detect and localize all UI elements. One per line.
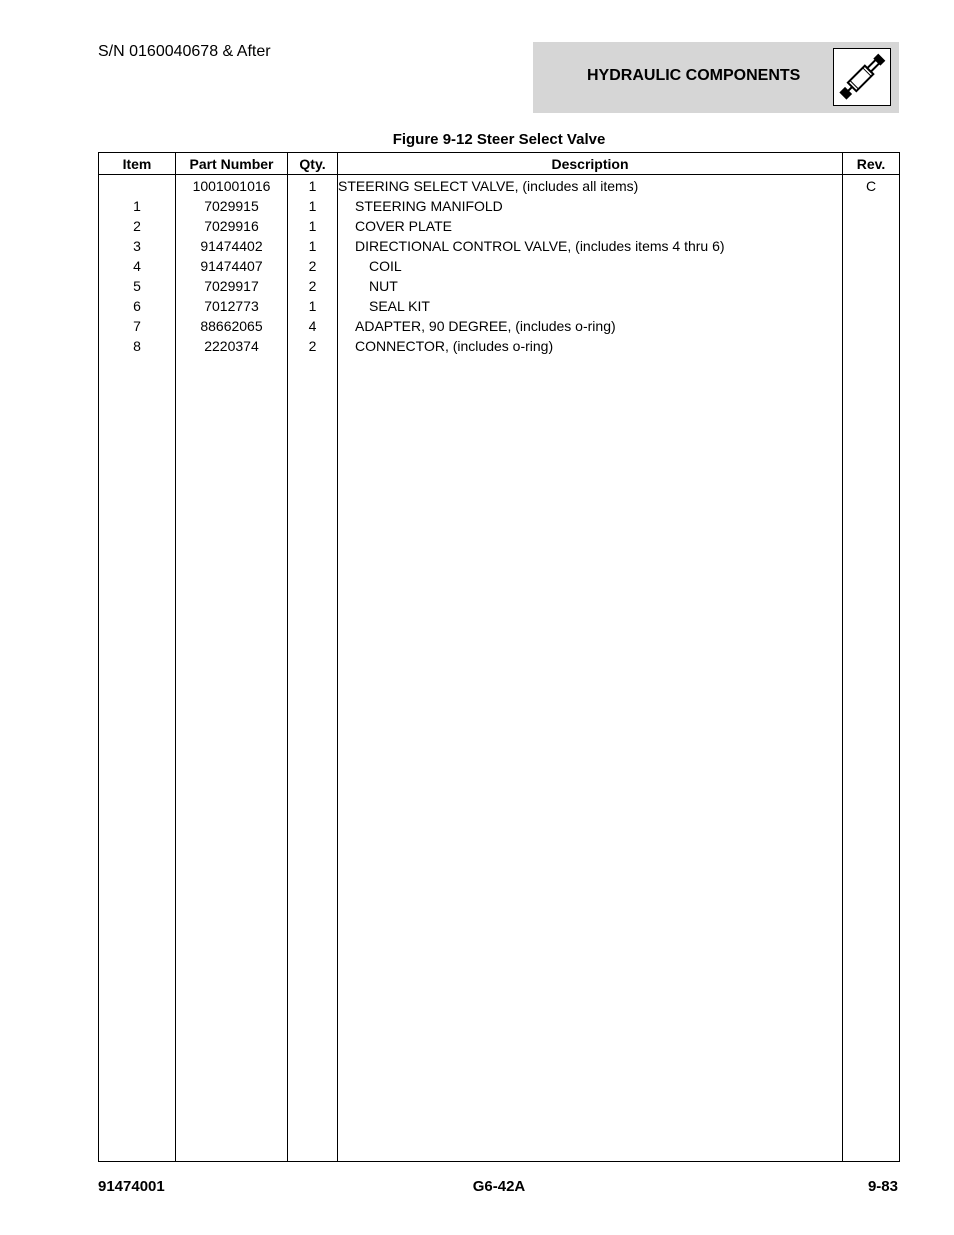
rev-cell: [843, 236, 900, 256]
part-number-cell: 91474407: [176, 256, 288, 276]
description-cell: SEAL KIT: [338, 296, 843, 316]
part-number-cell: 88662065: [176, 316, 288, 336]
rev-cell: [843, 196, 900, 216]
qty-cell: 1: [288, 196, 338, 216]
rev-cell: [843, 256, 900, 276]
rev-cell: C: [843, 175, 900, 197]
part-number-cell: 2220374: [176, 336, 288, 356]
section-header: [533, 42, 899, 113]
footer-page-number: 9-83: [867, 1178, 898, 1195]
serial-number-range: S/N 0160040678 & After: [98, 43, 271, 60]
qty-cell: 1: [288, 216, 338, 236]
part-number-cell: 7012773: [176, 296, 288, 316]
qty-cell: 1: [288, 175, 338, 197]
section-title: HYDRAULIC COMPONENTS: [587, 67, 801, 84]
table-row: [99, 336, 900, 356]
description-cell: COVER PLATE: [338, 216, 843, 236]
qty-cell: 2: [288, 256, 338, 276]
part-number-cell: 7029917: [176, 276, 288, 296]
table-row: [99, 175, 900, 197]
qty-cell: 2: [288, 336, 338, 356]
table-row: [99, 196, 900, 216]
column-header-description: Description: [338, 153, 843, 175]
rev-cell: [843, 296, 900, 316]
item-cell: 5: [99, 276, 176, 296]
column-header-part-number: Part Number: [176, 153, 288, 175]
part-number-cell: 91474402: [176, 236, 288, 256]
rev-cell: [843, 216, 900, 236]
footer-model: G6-42A: [472, 1178, 526, 1195]
item-cell: 7: [99, 316, 176, 336]
item-cell: 1: [99, 196, 176, 216]
description-cell: STEERING SELECT VALVE, (includes all items): [338, 175, 843, 197]
table-row: [99, 316, 900, 336]
item-cell: [99, 175, 176, 197]
column-header-rev: Rev.: [843, 153, 900, 175]
rev-cell: [843, 336, 900, 356]
item-cell: 2: [99, 216, 176, 236]
table-row: [99, 216, 900, 236]
item-cell: 3: [99, 236, 176, 256]
part-number-cell: 7029916: [176, 216, 288, 236]
qty-cell: 4: [288, 316, 338, 336]
footer-document-number: 91474001: [98, 1178, 165, 1195]
table-row: [99, 256, 900, 276]
item-cell: 6: [99, 296, 176, 316]
rev-cell: [843, 316, 900, 336]
qty-cell: 1: [288, 296, 338, 316]
figure-title: Figure 9-12 Steer Select Valve: [392, 131, 606, 148]
description-cell: CONNECTOR, (includes o-ring): [338, 336, 843, 356]
part-number-cell: 7029915: [176, 196, 288, 216]
description-cell: DIRECTIONAL CONTROL VALVE, (includes items 4 thru 6): [338, 236, 843, 256]
table-blank-area: [99, 356, 900, 1162]
qty-cell: 2: [288, 276, 338, 296]
description-cell: ADAPTER, 90 DEGREE, (includes o-ring): [338, 316, 843, 336]
table-row: [99, 276, 900, 296]
description-cell: NUT: [338, 276, 843, 296]
column-header-qty: Qty.: [288, 153, 338, 175]
rev-cell: [843, 276, 900, 296]
qty-cell: 1: [288, 236, 338, 256]
part-number-cell: 1001001016: [176, 175, 288, 197]
description-cell: COIL: [338, 256, 843, 276]
table-row: [99, 296, 900, 316]
column-header-item: Item: [99, 153, 176, 175]
table-header-row: [99, 153, 900, 175]
table-row: [99, 236, 900, 256]
parts-table: [98, 152, 900, 1162]
description-cell: STEERING MANIFOLD: [338, 196, 843, 216]
hydraulic-cylinder-icon: [833, 48, 891, 106]
item-cell: 8: [99, 336, 176, 356]
item-cell: 4: [99, 256, 176, 276]
